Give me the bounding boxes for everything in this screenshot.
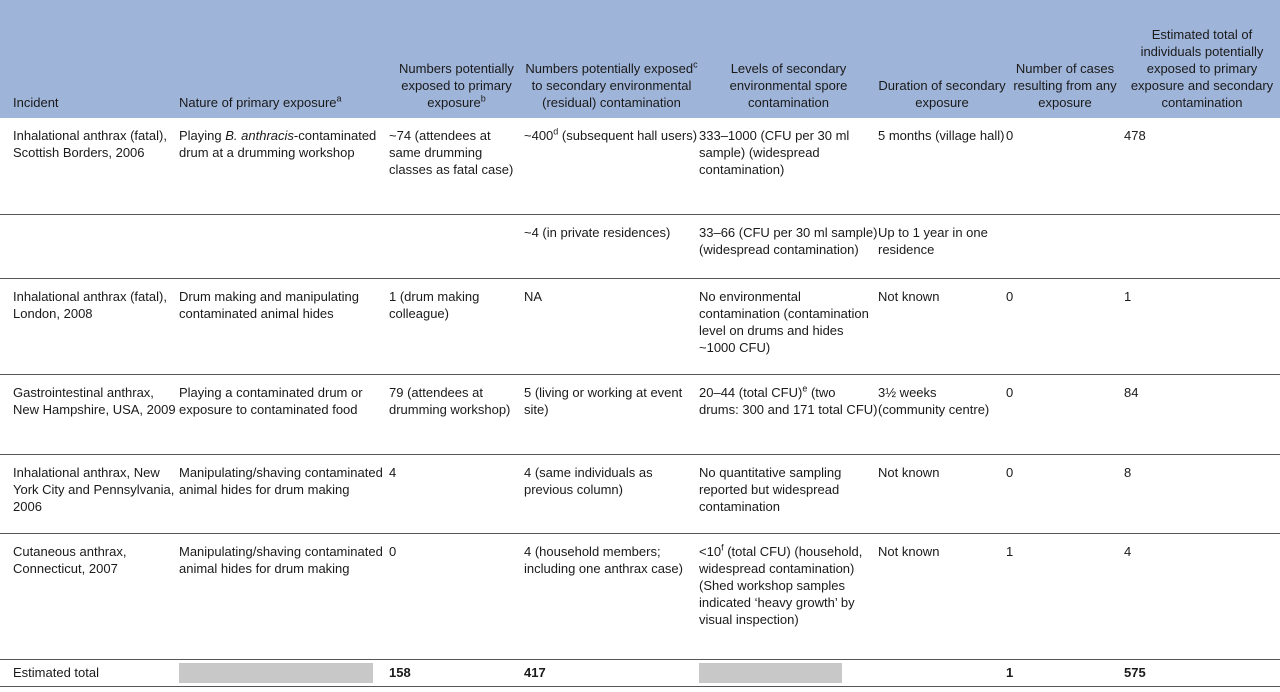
- cell-primary: 4: [389, 464, 397, 480]
- cell-nature: [179, 374, 389, 454]
- totals-secondary: 417: [524, 665, 546, 680]
- cell-text: -contaminated drum at a drumming workshop: [179, 128, 377, 160]
- table-row: [0, 214, 1280, 278]
- cell-total: 1: [1124, 288, 1132, 304]
- cell-secondary: [524, 278, 699, 374]
- cell-incident: [0, 214, 179, 278]
- cell-text: (total CFU) (household, widespread contamination) (Shed workshop samples indicated ‘heavy growth’ by visual inspection): [699, 543, 863, 627]
- footnote-marker: b: [480, 93, 486, 104]
- header-incident-label: Incident: [13, 95, 59, 110]
- cell-total: 4: [1124, 543, 1132, 559]
- shaded-cell: [699, 663, 842, 683]
- footnote-marker: c: [693, 59, 698, 70]
- cell-levels: [699, 533, 878, 659]
- totals-row: [0, 659, 1280, 686]
- cell-text: (two drums: 300 and 171 total CFU): [699, 384, 878, 417]
- cell-cases: [1006, 214, 1124, 278]
- table-row: [0, 278, 1280, 374]
- cell-primary: 79 (attendees at drumming workshop): [389, 384, 511, 417]
- cell-text: Manipulating/shaving contaminated animal hides for drum making: [179, 464, 383, 497]
- cell-total: 478: [1124, 128, 1146, 143]
- cell-text: (subsequent hall users): [558, 128, 698, 143]
- shaded-cell: [179, 663, 373, 683]
- cell-duration: Not known: [878, 464, 940, 480]
- totals-primary: 158: [389, 665, 411, 680]
- footnote-marker: a: [336, 93, 342, 104]
- header-incident: [0, 0, 179, 118]
- cell-text: 20–44 (total CFU): [699, 384, 803, 400]
- footnote-marker: d: [553, 126, 559, 137]
- header-cases-label: Number of cases resulting from any exposure: [1013, 61, 1117, 110]
- table-row: [0, 118, 1280, 214]
- cell-cases: 0: [1006, 128, 1014, 143]
- header-levels: [699, 0, 878, 118]
- cell-primary: [389, 214, 524, 278]
- cell-text: 4 (household members; including one anthrax case): [524, 543, 683, 576]
- cell-primary: 1 (drum making colleague): [389, 288, 480, 321]
- cell-levels: [699, 374, 878, 454]
- cell-secondary: [524, 533, 699, 659]
- cell-nature: [179, 533, 389, 659]
- cell-cases: 0: [1006, 288, 1014, 304]
- cell-primary: ~74 (attendees at same drumming classes as fatal case): [389, 128, 514, 177]
- header-nature: [179, 0, 389, 118]
- table-row: [0, 374, 1280, 454]
- cell-text: 5 (living or working at event site): [524, 384, 683, 417]
- footnote-marker: f: [721, 542, 724, 553]
- header-duration: [878, 0, 1006, 118]
- header-secondary: [524, 0, 699, 118]
- cell-incident: Gastrointestinal anthrax, New Hampshire, USA, 2009: [13, 384, 176, 417]
- cell-text: ~400: [524, 128, 554, 143]
- cell-text: 333–1000 (CFU per 30 ml sample) (widespread contamination): [699, 128, 850, 177]
- header-levels-label: Levels of secondary environmental spore contamination: [729, 61, 848, 110]
- cell-nature: [179, 454, 389, 533]
- cell-text: <10: [699, 543, 722, 559]
- table-row: [0, 533, 1280, 659]
- cell-duration: Up to 1 year in one residence: [878, 224, 988, 257]
- cell-duration: Not known: [878, 288, 940, 304]
- header-secondary-label: Numbers potentially exposed: [525, 61, 694, 76]
- cell-incident: Inhalational anthrax, New York City and Pennsylvania, 2006: [13, 464, 175, 514]
- header-nature-label: Nature of primary exposure: [179, 95, 337, 110]
- cell-text: Playing: [179, 128, 226, 143]
- cell-primary: 0: [389, 543, 397, 559]
- cell-levels: [699, 214, 878, 278]
- cell-secondary: [524, 454, 699, 533]
- cell-total: 84: [1124, 384, 1139, 400]
- table-row: [0, 454, 1280, 533]
- cell-duration: 3½ weeks (community centre): [878, 384, 990, 417]
- totals-levels-blank: [699, 659, 878, 686]
- cell-secondary: [524, 214, 699, 278]
- cell-secondary: [524, 374, 699, 454]
- cell-duration: 5 months (village hall): [878, 128, 1005, 143]
- cell-levels: [699, 118, 878, 214]
- cell-incident: Inhalational anthrax (fatal), London, 2008: [13, 288, 167, 321]
- totals-cases: 1: [1006, 665, 1014, 680]
- totals-duration-blank: [878, 659, 1006, 686]
- totals-label: Estimated total: [13, 665, 99, 680]
- cell-incident: Cutaneous anthrax, Connecticut, 2007: [13, 543, 127, 576]
- cell-duration: Not known: [878, 543, 940, 559]
- header-cases: [1006, 0, 1124, 118]
- cell-text: Drum making and manipulating contaminated animal hides: [179, 288, 359, 321]
- cell-incident: Inhalational anthrax (fatal), Scottish Borders, 2006: [13, 128, 167, 160]
- cell-text: No environmental contamination (contamination level on drums and hides ~1000 CFU): [699, 288, 869, 355]
- header-primary-label: Numbers potentially exposed to primary exposure: [399, 61, 514, 110]
- footnote-marker: e: [802, 383, 808, 394]
- cell-total: [1124, 214, 1280, 278]
- cell-nature: [179, 278, 389, 374]
- header-primary: [389, 0, 524, 118]
- cell-text: Playing a contaminated drum or exposure to contaminated food: [179, 384, 363, 417]
- cell-levels: [699, 278, 878, 374]
- cell-cases: 0: [1006, 384, 1014, 400]
- cell-text: No quantitative sampling reported but widespread contamination: [699, 464, 842, 514]
- cell-cases: 0: [1006, 464, 1014, 480]
- cell-text: NA: [524, 288, 543, 304]
- cell-nature: [179, 118, 389, 214]
- cell-text: ~4 (in private residences): [524, 224, 671, 240]
- cell-text: 4 (same individuals as previous column): [524, 464, 653, 497]
- header-total-label: Estimated total of individuals potentially exposed to primary exposure and secondary contamination: [1130, 27, 1274, 110]
- cell-text: Manipulating/shaving contaminated animal hides for drum making: [179, 543, 383, 576]
- header-duration-label: Duration of secondary exposure: [878, 78, 1006, 110]
- cell-cases: 1: [1006, 543, 1014, 559]
- cell-secondary: [524, 118, 699, 214]
- cell-levels: [699, 454, 878, 533]
- header-total: [1124, 0, 1280, 118]
- cell-text-italic: B. anthracis: [225, 128, 294, 143]
- cell-nature: [179, 214, 389, 278]
- cell-text: 33–66 (CFU per 30 ml sample) (widespread contamination): [699, 224, 878, 257]
- totals-nature-blank: [179, 659, 389, 686]
- header-secondary-label-rest: to secondary environmental (residual) contamination: [531, 78, 692, 110]
- table-header-row: [0, 0, 1280, 118]
- totals-total: 575: [1124, 665, 1146, 680]
- cell-total: 8: [1124, 464, 1132, 480]
